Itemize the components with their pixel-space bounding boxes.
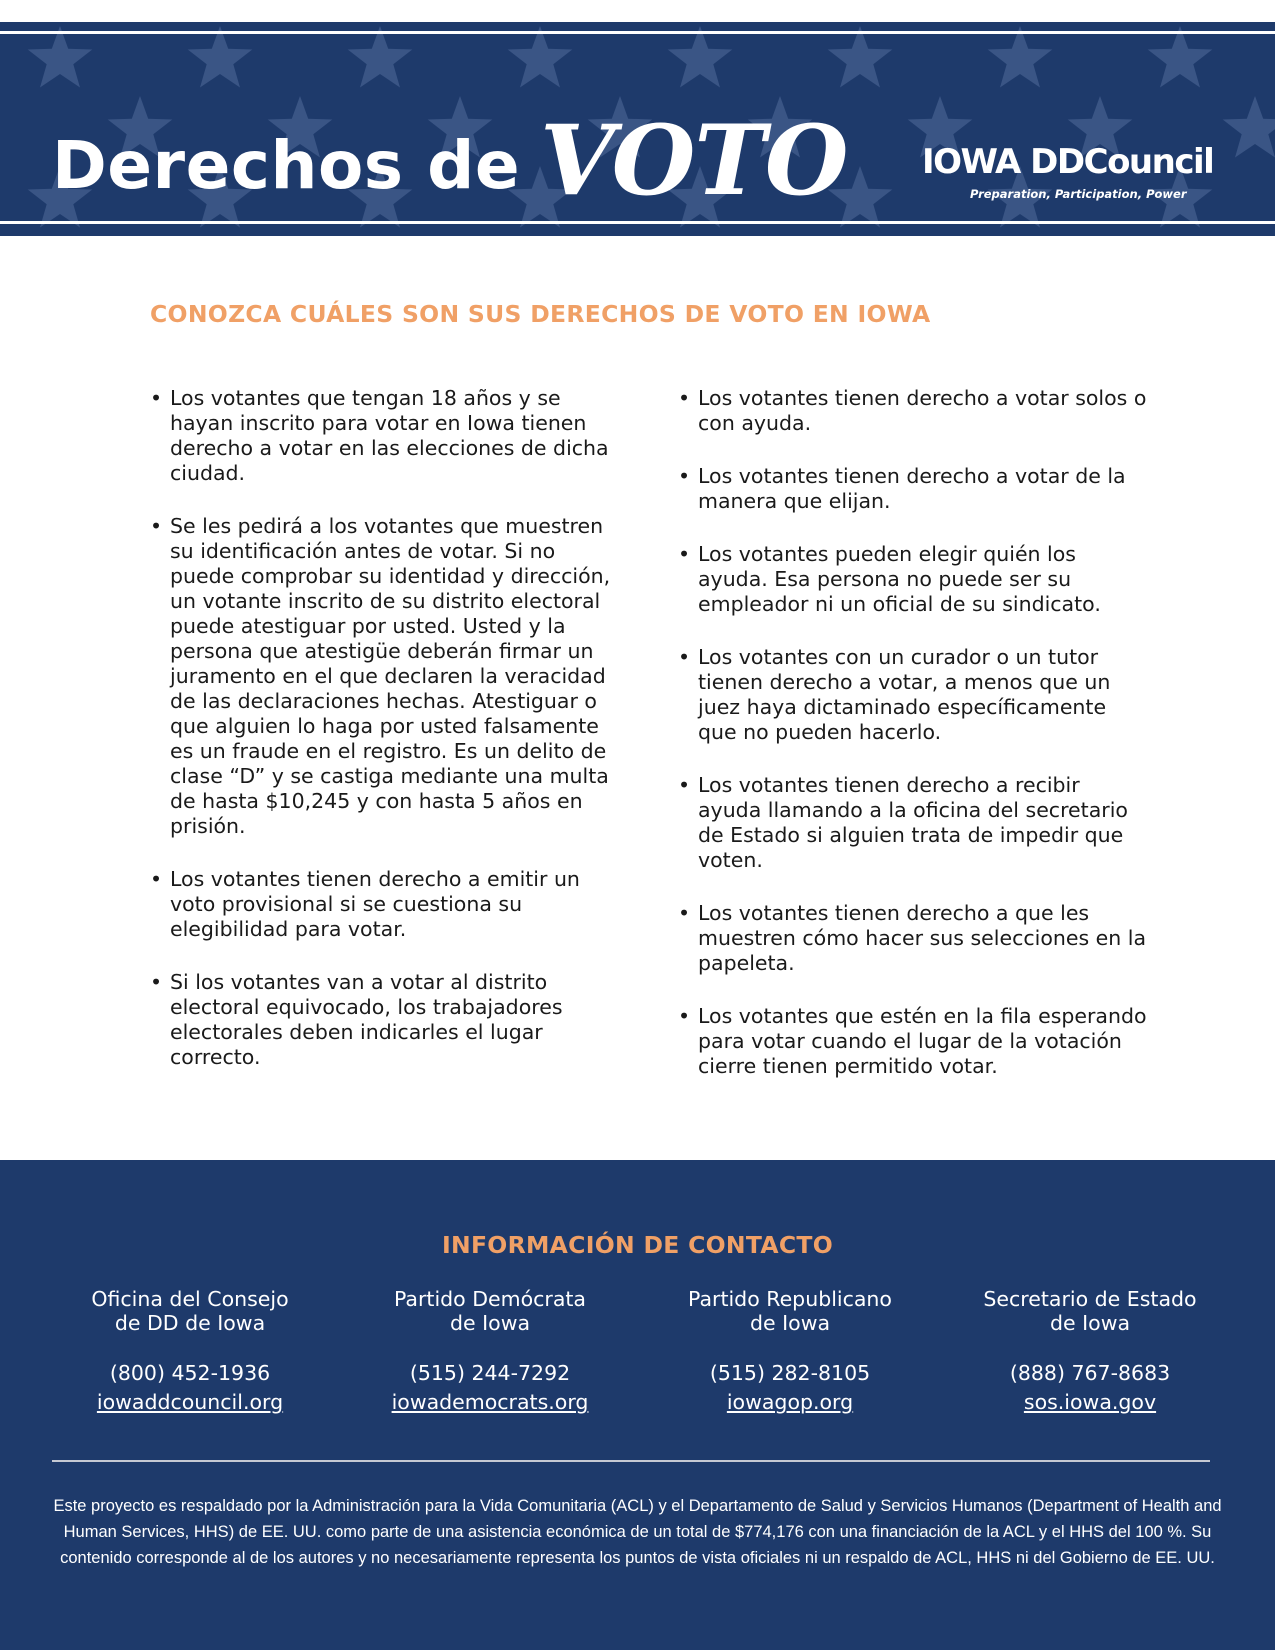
list-item-text: Si los votantes van a votar al distrito electoral equivocado, los trabajadores electorales deben indicarles el lugar correcto. <box>170 970 563 1069</box>
contact-org-line: Partido Demócrata <box>393 1287 586 1311</box>
contact-card-secretary-of-state <box>940 1287 1240 1417</box>
contact-card-republicans <box>640 1287 940 1417</box>
star-icon <box>1223 96 1275 158</box>
contact-org <box>640 1287 940 1359</box>
contact-link[interactable]: iowademocrats.org <box>391 1390 589 1414</box>
star-icon <box>508 26 573 88</box>
logo: IOWA DDCouncil <box>922 142 1214 182</box>
header-banner <box>0 22 1275 236</box>
list-item-text: Los votantes tienen derecho a emitir un voto provisional si se cuestiona su elegibilidad para votar. <box>170 867 580 941</box>
funding-disclaimer: Este proyecto es respaldado por la Administración para la Vida Comunitaria (ACL) y el Departamento de Salud y Servicios Humanos (Department of Health and Human Services, HHS) de EE. UU. como parte de una asistencia económica de un total de $774,176 con una financiación de la ACL y el HHS del 100 %. Su contenido corresponde al de los autores y no necesariamente representa los puntos de vista oficiales ni un respaldo de ACL, HHS ni del Gobierno de EE. UU. <box>53 1497 1222 1567</box>
star-icon <box>28 26 93 88</box>
contact-link[interactable]: iowaddcouncil.org <box>96 1390 284 1414</box>
rights-heading: CONOZCA CUÁLES SON SUS DERECHOS DE VOTO EN IOWA <box>150 300 931 328</box>
bullet: • <box>678 645 691 669</box>
contact-card-democrats <box>340 1287 640 1417</box>
list-item <box>678 901 1148 976</box>
contact-phone: (515) 282-8105 <box>709 1361 871 1385</box>
contact-card-ddcouncil <box>40 1287 340 1417</box>
star-icon <box>828 26 893 88</box>
contact-org-line: de Iowa <box>1049 1311 1131 1335</box>
list-item <box>150 970 620 1070</box>
bullet: • <box>678 1004 691 1028</box>
contact-phone: (515) 244-7292 <box>409 1361 571 1385</box>
star-icon <box>668 26 733 88</box>
contact-section <box>0 1160 1275 1650</box>
list-item <box>678 773 1148 873</box>
contact-org-line: de Iowa <box>449 1311 531 1335</box>
bullet: • <box>678 773 691 797</box>
bullet: • <box>678 386 691 410</box>
list-item <box>678 645 1148 745</box>
bullet: • <box>150 867 163 891</box>
contact-org-line: de Iowa <box>749 1311 831 1335</box>
rights-list-right <box>678 386 1148 1107</box>
contact-org-line: de DD de Iowa <box>114 1311 266 1335</box>
contact-org <box>40 1287 340 1359</box>
contact-link[interactable]: sos.iowa.gov <box>1023 1390 1157 1414</box>
bullet: • <box>150 386 163 410</box>
bullet: • <box>678 464 691 488</box>
list-item-text: Los votantes que estén en la fila esperando para votar cuando el lugar de la votación cierre tienen permitido votar. <box>698 1004 1147 1078</box>
list-item <box>150 867 620 942</box>
header-stripe-top <box>0 31 1275 34</box>
star-icon <box>1148 26 1213 88</box>
star-icon <box>348 26 413 88</box>
list-item-text: Los votantes con un curador o un tutor tienen derecho a votar, a menos que un juez haya dictaminado específicamente que no pueden hacerlo. <box>698 645 1111 744</box>
list-item <box>678 1004 1148 1079</box>
contact-org-line: Secretario de Estado <box>983 1287 1197 1311</box>
contact-org-line: Partido Republicano <box>688 1287 892 1311</box>
list-item <box>678 464 1148 514</box>
rights-list-left <box>150 386 620 1098</box>
contact-org <box>340 1287 640 1359</box>
divider <box>52 1460 1210 1462</box>
star-icon <box>188 26 253 88</box>
contact-org-line: Oficina del Consejo <box>91 1287 289 1311</box>
contact-phone: (888) 767-8683 <box>1009 1361 1171 1385</box>
page-title: Derechos de <box>52 127 521 204</box>
list-item-text: Los votantes tienen derecho a votar solos o con ayuda. <box>698 386 1147 435</box>
list-item-text: Los votantes tienen derecho a que les muestren cómo hacer sus selecciones en la papeleta. <box>698 901 1147 975</box>
contact-org <box>940 1287 1240 1359</box>
star-icon <box>988 26 1053 88</box>
list-item-text: Los votantes pueden elegir quién los ayuda. Esa persona no puede ser su empleador ni un oficial de su sindicato. <box>698 542 1101 616</box>
list-item <box>678 542 1148 617</box>
header-stripe-bottom <box>0 221 1275 224</box>
list-item-text: Los votantes tienen derecho a recibir ayuda llamando a la oficina del secretario de Estado si alguien trata de impedir que voten. <box>698 773 1128 872</box>
list-item <box>678 386 1148 436</box>
contact-heading: INFORMACIÓN DE CONTACTO <box>441 1231 834 1259</box>
bullet: • <box>150 970 163 994</box>
page-title-script: VOTO <box>540 104 848 217</box>
contact-link[interactable]: iowagop.org <box>726 1390 854 1414</box>
list-item-text: Los votantes que tengan 18 años y se hayan inscrito para votar en Iowa tienen derecho a votar en las elecciones de dicha ciudad. <box>170 386 609 485</box>
list-item-text: Se les pedirá a los votantes que muestren su identificación antes de votar. Si no puede comprobar su identidad y dirección, un votante inscrito de su distrito electoral puede atestiguar por usted. Usted y la persona que atestigüe deberán firmar un juramento en el que declaren la veracidad de las declaraciones hechas. Atestiguar o que alguien lo haga por usted falsamente es un fraude en el registro. Es un delito de clase “D” y se castiga mediante una multa de hasta $10,245 y con hasta 5 años en prisión. <box>170 514 611 838</box>
bullet: • <box>678 542 691 566</box>
list-item-text: Los votantes tienen derecho a votar de la manera que elijan. <box>698 464 1126 513</box>
contact-phone: (800) 452-1936 <box>109 1361 271 1385</box>
bullet: • <box>150 514 163 538</box>
bullet: • <box>678 901 691 925</box>
logo-tagline: Preparation, Participation, Power <box>970 187 1187 201</box>
list-item <box>150 386 620 486</box>
list-item <box>150 514 620 839</box>
